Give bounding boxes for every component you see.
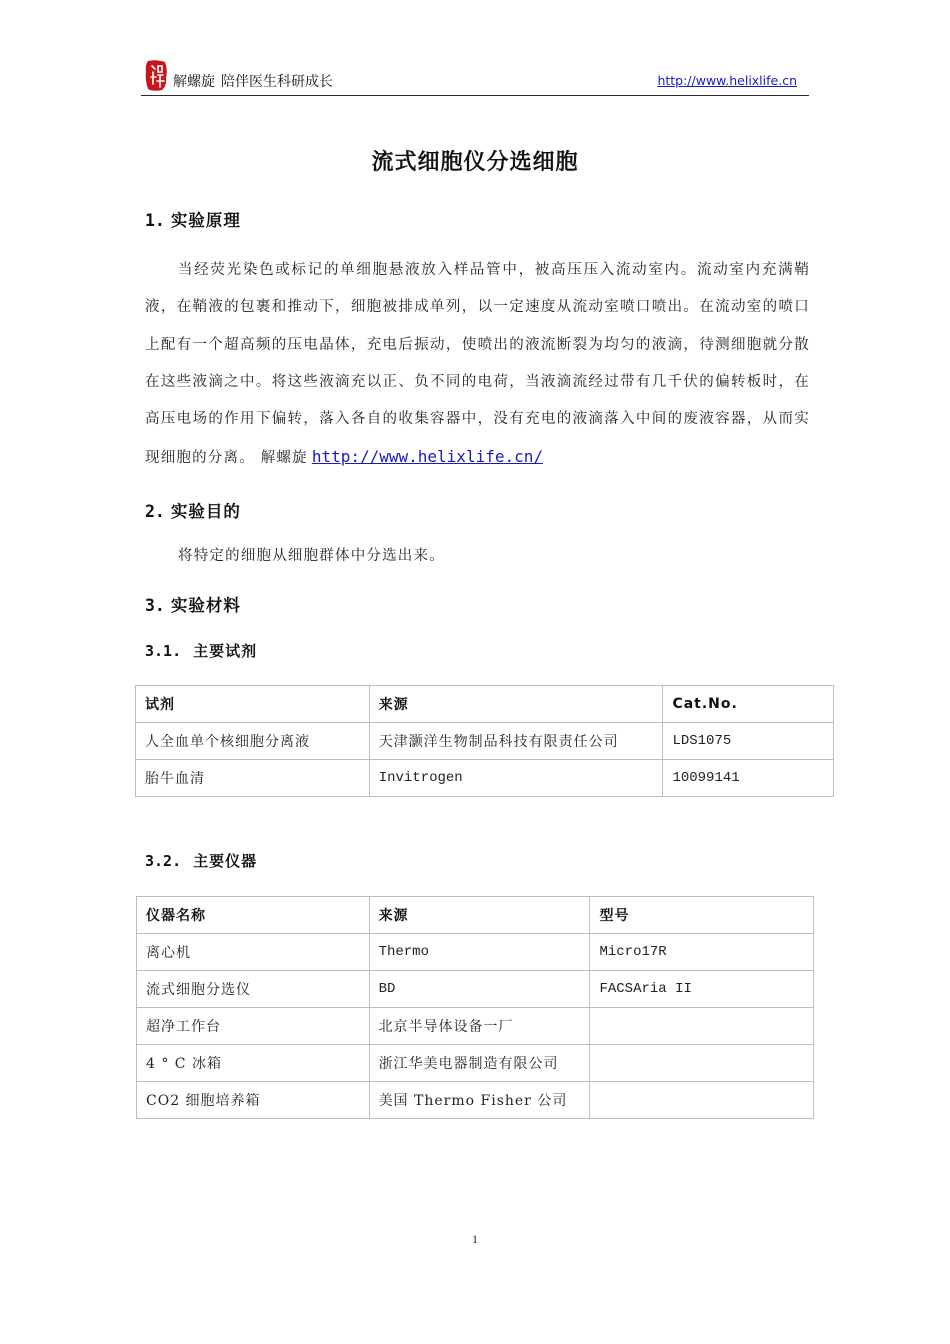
principle-text: 当经荧光染色或标记的单细胞悬液放入样品管中，被高压压入流动室内。流动室内充满鞘液，在鞘液的包裹和推动下，细胞被排成单列，以一定速度从流动室喷口喷出。在流动室的喷口上配有一个超高频的压电晶体，充电后振动，使喷出的液流断裂为均匀的液滴，待测细胞就分散在这些液滴之中。将这些液滴充以正、负不同的电荷，当液滴流经过带有几千伏的偏转板时，在高压电场的作用下偏转，落入各自的收集容器中，没有充电的液滴落入中间的废液容器，从而实现细胞的分离。 解螺旋 bbox=[145, 262, 810, 467]
subsection-heading-reagents bbox=[145, 640, 257, 661]
table-cell: 美国 Thermo Fisher 公司 bbox=[369, 1082, 590, 1119]
table-header-cell: 型号 bbox=[590, 897, 814, 934]
table-header-cell: 仪器名称 bbox=[137, 897, 370, 934]
table-row bbox=[137, 934, 814, 971]
table-header-cell: 试剂 bbox=[136, 686, 370, 723]
section-number: 3. bbox=[145, 596, 165, 615]
table-cell: 天津灏洋生物制品科技有限责任公司 bbox=[369, 723, 663, 760]
table-cell: 胎牛血清 bbox=[136, 760, 370, 797]
table-cell: Invitrogen bbox=[369, 760, 663, 797]
brand-name: 解螺旋 bbox=[173, 74, 215, 90]
table-row bbox=[136, 723, 834, 760]
section-title: 实验原理 bbox=[170, 211, 241, 230]
subsection-heading-instruments bbox=[145, 850, 257, 871]
table-cell: 10099141 bbox=[663, 760, 834, 797]
table-row bbox=[137, 1045, 814, 1082]
section-number: 2. bbox=[145, 502, 165, 521]
subsection-title: 主要试剂 bbox=[193, 642, 258, 660]
table-header-cell: 来源 bbox=[369, 686, 663, 723]
page-title: 流式细胞仪分选细胞 bbox=[371, 150, 579, 175]
table-cell: 浙江华美电器制造有限公司 bbox=[369, 1045, 590, 1082]
table-cell: BD bbox=[369, 971, 590, 1008]
subsection-number: 3.1. bbox=[145, 642, 182, 660]
table-cell bbox=[590, 1082, 814, 1119]
table-header-cell: Cat.No. bbox=[663, 686, 834, 723]
table-cell bbox=[590, 1008, 814, 1045]
table-cell: 离心机 bbox=[137, 934, 370, 971]
header-site-link[interactable]: http://www.helixlife.cn bbox=[657, 73, 797, 88]
table-cell: 北京半导体设备一厂 bbox=[369, 1008, 590, 1045]
brand bbox=[173, 71, 333, 91]
section-heading-materials bbox=[145, 592, 241, 616]
table-cell: 超净工作台 bbox=[137, 1008, 370, 1045]
table-header-row bbox=[136, 686, 834, 723]
table-cell: Thermo bbox=[369, 934, 590, 971]
section-title: 实验材料 bbox=[170, 596, 241, 615]
page-number: 1 bbox=[472, 1232, 478, 1246]
table-cell: LDS1075 bbox=[663, 723, 834, 760]
table-row bbox=[137, 1008, 814, 1045]
section-heading-principle bbox=[145, 207, 241, 231]
brand-slogan: 陪伴医生科研成长 bbox=[221, 74, 333, 90]
table-cell: 流式细胞分选仪 bbox=[137, 971, 370, 1008]
table-header-cell: 来源 bbox=[369, 897, 590, 934]
table-row bbox=[137, 1082, 814, 1119]
subsection-title: 主要仪器 bbox=[193, 852, 258, 870]
table-cell: 4 ° C 冰箱 bbox=[137, 1045, 370, 1082]
table-row bbox=[136, 760, 834, 797]
table-row bbox=[137, 971, 814, 1008]
principle-paragraph bbox=[145, 252, 810, 478]
subsection-number: 3.2. bbox=[145, 852, 182, 870]
section-title: 实验目的 bbox=[170, 502, 241, 521]
reagents-table bbox=[135, 685, 834, 797]
purpose-text: 将特定的细胞从细胞群体中分选出来。 bbox=[178, 548, 445, 564]
table-cell: FACSAria II bbox=[590, 971, 814, 1008]
table-cell: CO2 细胞培养箱 bbox=[137, 1082, 370, 1119]
instruments-table bbox=[136, 896, 814, 1119]
table-cell: Micro17R bbox=[590, 934, 814, 971]
table-header-row bbox=[137, 897, 814, 934]
page-header bbox=[141, 58, 809, 96]
seal-logo-icon bbox=[145, 60, 168, 91]
table-cell: 人全血单个核细胞分离液 bbox=[136, 723, 370, 760]
principle-link[interactable]: http://www.helixlife.cn/ bbox=[311, 447, 543, 467]
table-cell bbox=[590, 1045, 814, 1082]
section-heading-purpose bbox=[145, 498, 241, 522]
section-number: 1. bbox=[145, 211, 165, 230]
